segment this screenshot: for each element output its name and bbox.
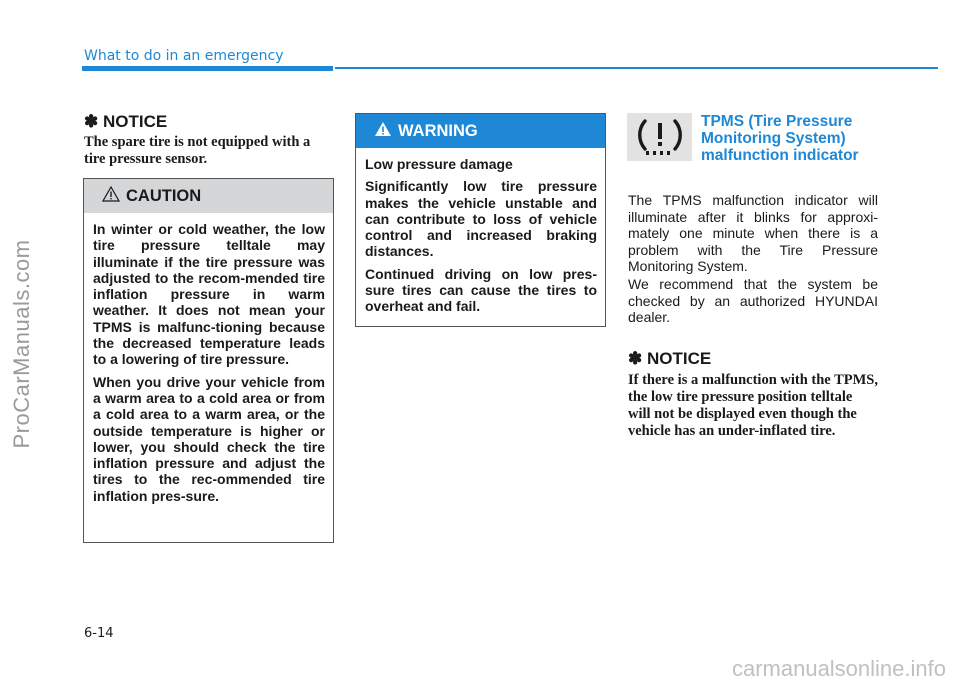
warning-box xyxy=(355,113,606,327)
warning-title: WARNING xyxy=(398,121,478,140)
warning-body xyxy=(356,148,605,315)
header-rule-thin xyxy=(335,67,938,69)
caution-paragraph: When you drive your vehicle from a warm area to a cold area or from a cold area to a warm area, or the outside temperature is higher or lower, you should check the tire inflation pressure and adjust the tires to the rec-ommended tire inflation pres-sure. xyxy=(93,373,325,504)
tpms-warning-icon xyxy=(627,113,692,161)
warning-header xyxy=(356,114,605,148)
caution-box xyxy=(83,178,334,543)
notice-title: ✽ NOTICE xyxy=(628,349,712,368)
warning-paragraph: Significantly low tire pressure makes the vehicle unstable and can contribute to loss of vehicle control and increased braking distances. xyxy=(365,178,597,260)
warning-subtitle: Low pressure damage xyxy=(365,156,513,172)
caution-title: CAUTION xyxy=(126,186,202,205)
caution-header xyxy=(84,179,333,213)
notice-text: If there is a malfunction with the TPMS, the low tire pressure position telltale will not be displayed even though the vehicle has an under-inflated tire. xyxy=(628,372,878,439)
warning-paragraph: Continued driving on low pres-sure tires can cause the tires to overheat and fail. xyxy=(365,265,597,315)
caution-icon xyxy=(102,186,120,207)
tpms-paragraph: The TPMS malfunction indicator will illuminate after it blinks for approxi-mately one minute when there is a problem with the Tire Pressure Monitoring System. xyxy=(628,192,878,274)
tpms-heading: TPMS (Tire Pressure Monitoring System) malfunction indicator xyxy=(701,113,859,164)
page-number: 6-14 xyxy=(84,626,114,641)
notice-title: ✽ NOTICE xyxy=(84,112,168,131)
caution-body xyxy=(84,213,333,504)
notice-text: The spare tire is not equipped with a tire pressure sensor. xyxy=(84,134,311,167)
footer-site-mark: carmanualsonline.info xyxy=(731,656,946,681)
warning-icon xyxy=(374,121,392,142)
caution-paragraph: In winter or cold weather, the low tire pressure telltale may illuminate if the tire pressure was adjusted to the recom-mended tire inflation pressure in warm weather. It does not mean your TPMS is malfunc-tioning because the decreased temperature leads to a lowering of tire pressure. xyxy=(93,221,325,368)
section-title: What to do in an emergency xyxy=(84,48,284,64)
header-rule-thick xyxy=(82,66,333,71)
tpms-paragraph: We recommend that the system be checked by an authorized HYUNDAI dealer. xyxy=(628,276,878,325)
side-watermark: ProCarManuals.com xyxy=(9,239,34,449)
